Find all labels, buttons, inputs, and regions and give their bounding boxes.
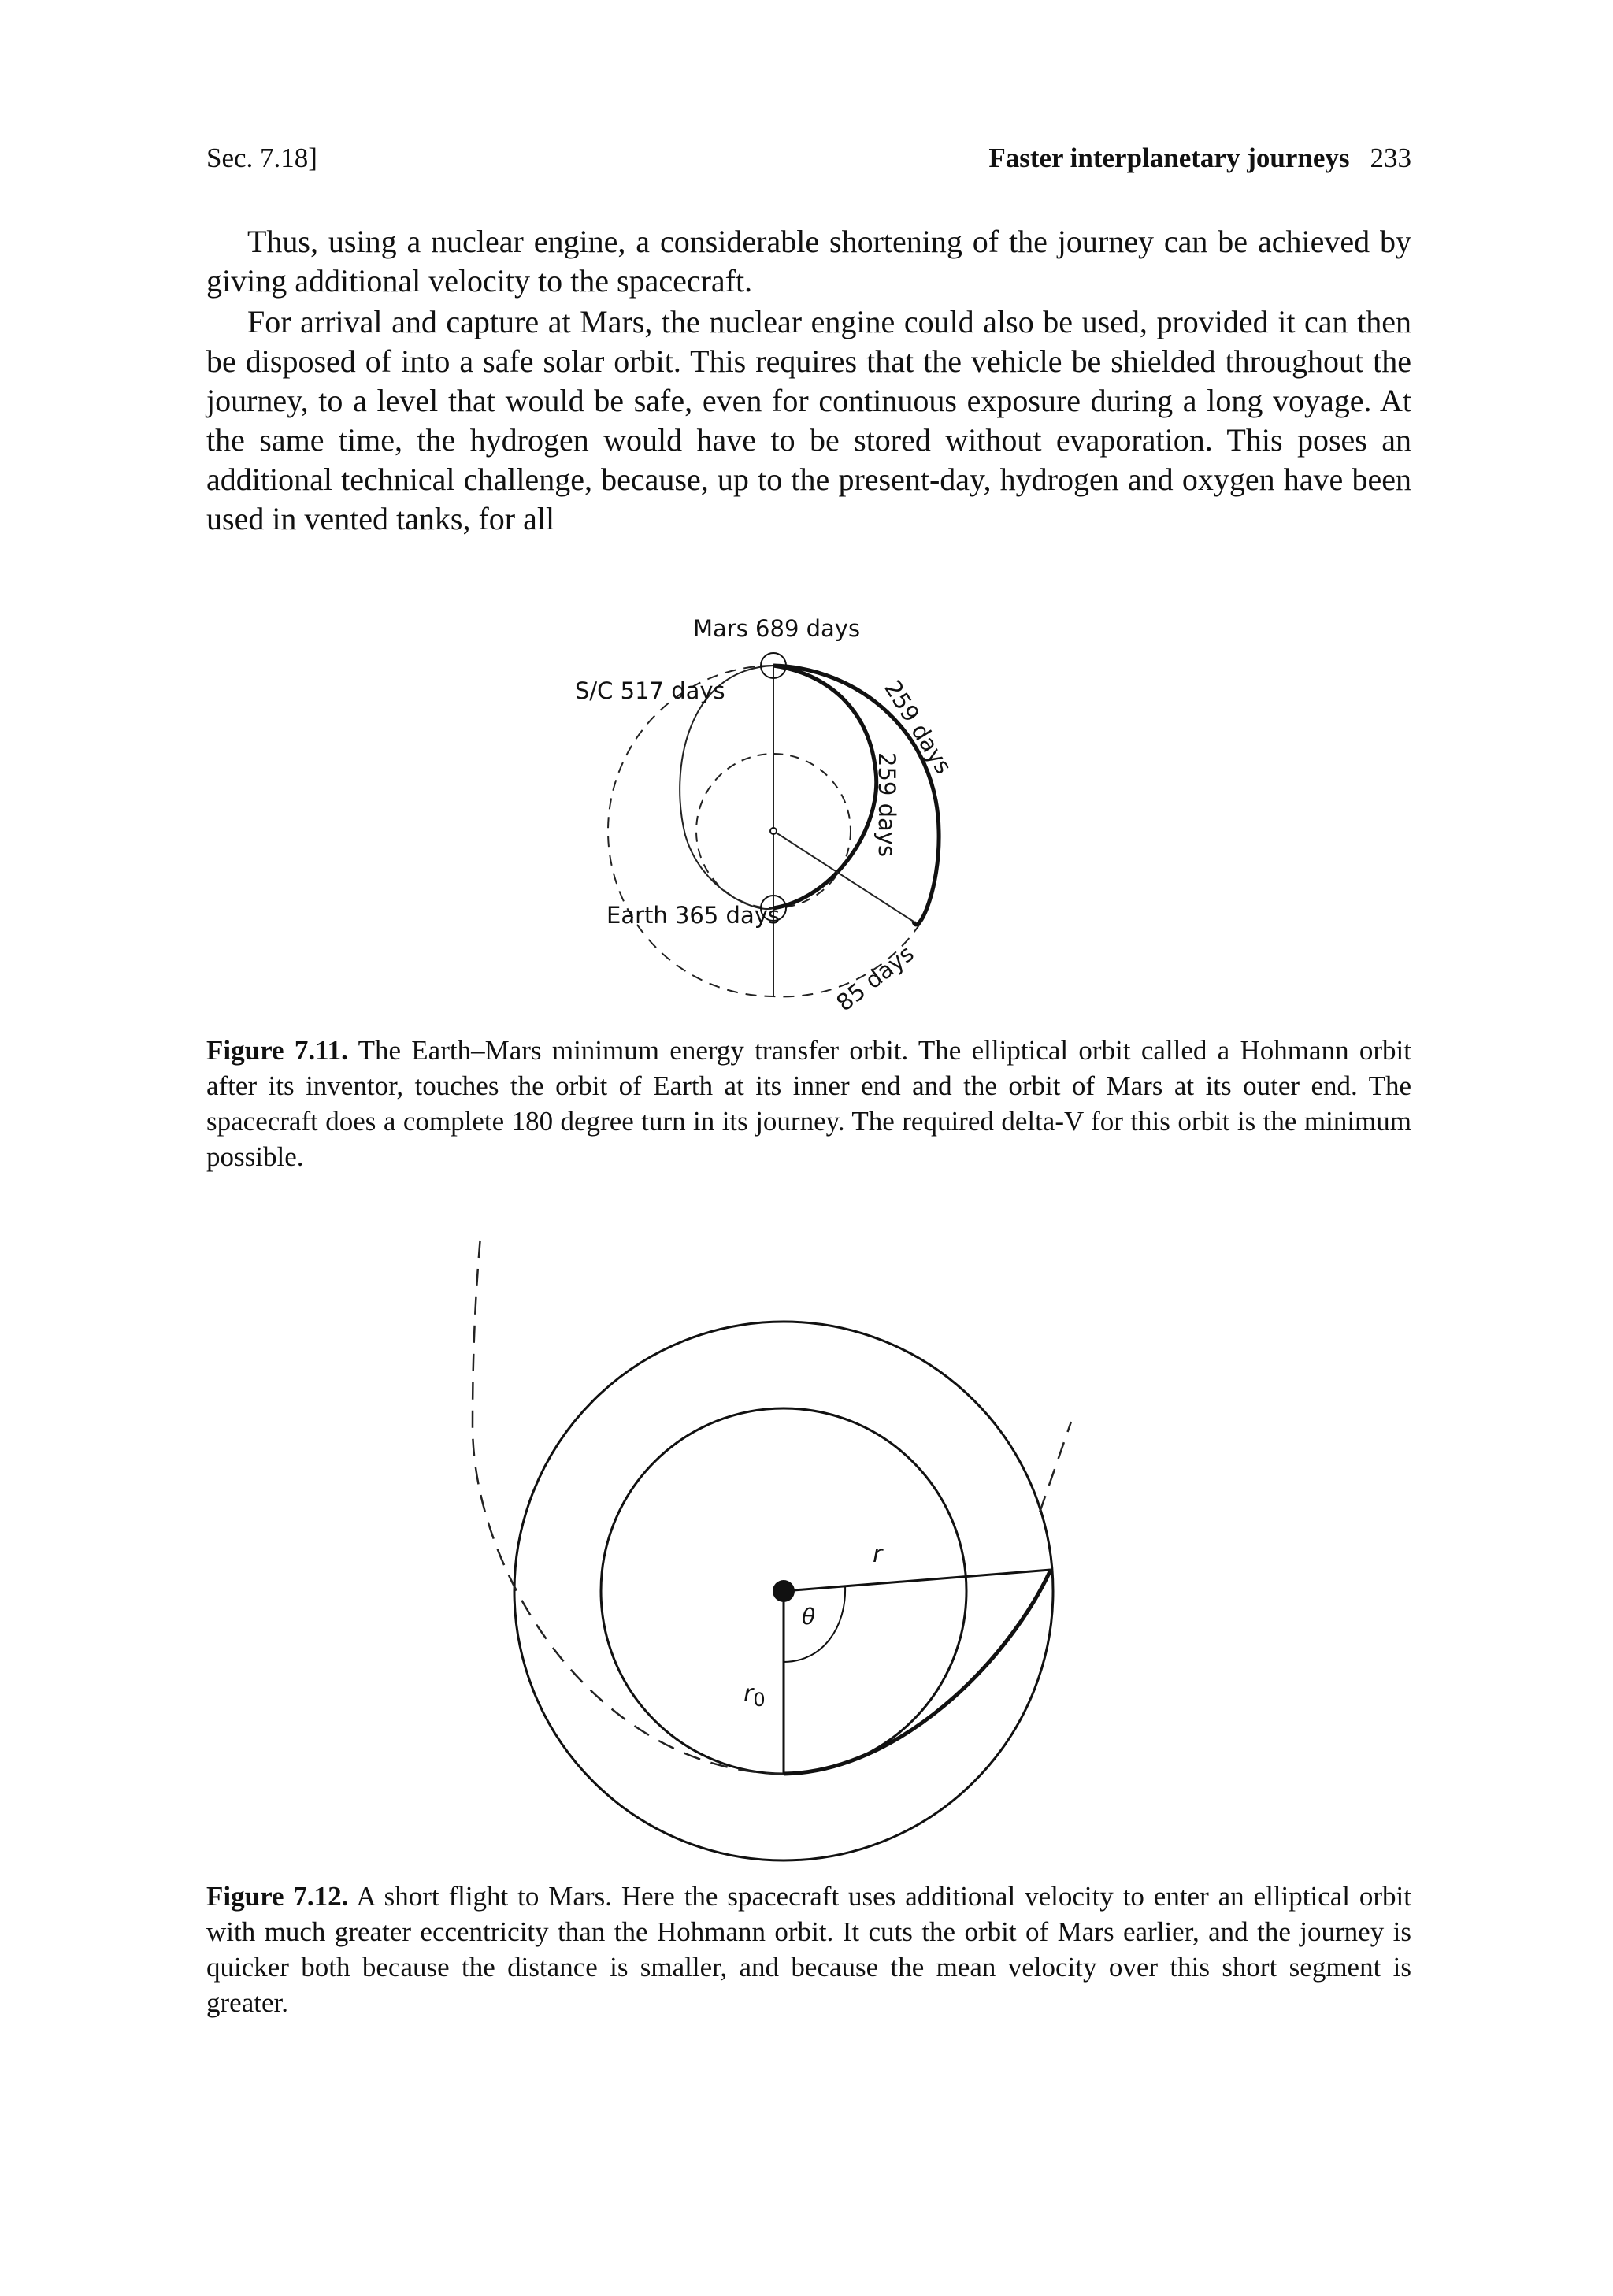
label-arc-inner: 259 days: [873, 752, 900, 858]
figure-7-12-diagram: [441, 1237, 1103, 1875]
hohmann-orbit-right: [1040, 1422, 1071, 1512]
figure-7-12-label: Figure 7.12.: [206, 1881, 349, 1912]
label-arc-outer: 259 days: [879, 675, 958, 779]
figure-7-12-caption: [206, 1879, 1411, 2020]
radius-line: [784, 1570, 1051, 1591]
transfer-ellipse-right: [773, 666, 877, 908]
label-earth: Earth 365 days: [606, 902, 781, 929]
figure-7-11-caption: [206, 1033, 1411, 1174]
label-mars: Mars 689 days: [693, 615, 861, 642]
paragraph-2: For arrival and capture at Mars, the nuclear engine could also be used, provided it can then be disposed of into a safe solar orbit. This requires that the vehicle be shielded throughout the journey, to a level that would be safe, even for continuous exposure during a long voyage. At the same time, the hydrogen would have to be stored without evaporation. This poses an additional technical challenge, because, up to the present-day, hydrogen and oxygen have been used in vented tanks, for all: [206, 304, 1411, 536]
label-spacecraft: S/C 517 days: [575, 677, 725, 704]
label-inner-radius-subscript: 0: [753, 1689, 766, 1711]
figure-7-11-caption-text: The Earth–Mars minimum energy transfer orbit. The elliptical orbit called a Hohmann orbit after its inventor, touches the orbit of Earth at its inner end and the orbit of Mars at its outer end. The spacecraft does a complete 180 degree turn in its journey. The required delta-V for this orbit is the minimum possible.: [206, 1035, 1411, 1172]
running-head-right: [988, 140, 1411, 176]
chapter-title: Faster interplanetary journeys: [988, 143, 1350, 173]
section-label: Sec. 7.18]: [206, 143, 317, 173]
page-number: 233: [1370, 143, 1411, 173]
figure-7-11-diagram: [567, 606, 1008, 1024]
hohmann-orbit: [473, 1237, 784, 1774]
sun-marker: [770, 828, 777, 834]
figure-7-11-label: Figure 7.11.: [206, 1035, 348, 1066]
label-inner-radius: $r_0$: [743, 1680, 766, 1711]
label-angle: θ: [802, 1604, 816, 1630]
label-arc-bottom: 85 days: [831, 940, 919, 1017]
transfer-orbit: [784, 1570, 1051, 1774]
paragraph-1: Thus, using a nuclear engine, a considerable shortening of the journey can be achieved by giving additional velocity to the spacecraft.: [206, 224, 1411, 299]
label-radius: r: [873, 1541, 883, 1568]
figure-7-12-caption-text: A short flight to Mars. Here the spacecraft uses additional velocity to enter an elliptical orbit with much greater eccentricity than the Hohmann orbit. It cuts the orbit of Mars earlier, and the journey is quicker both because the distance is smaller, and because the mean velocity over this short segment is greater.: [206, 1881, 1411, 2018]
sun-marker: [773, 1580, 795, 1602]
